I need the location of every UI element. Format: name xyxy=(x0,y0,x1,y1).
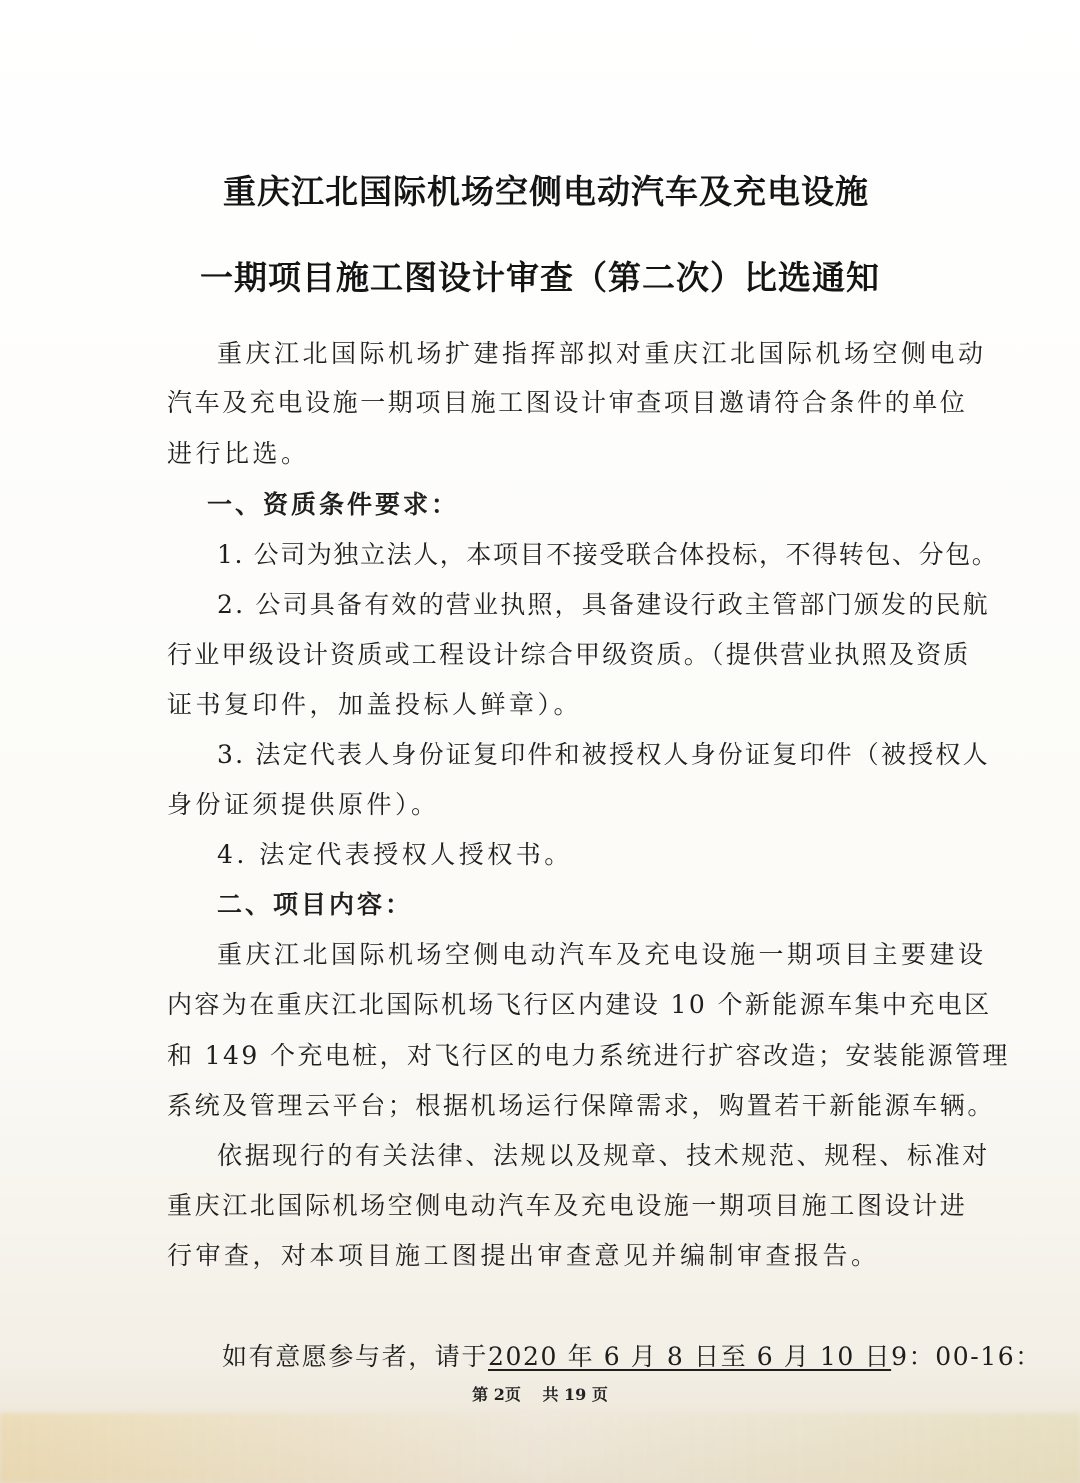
page-footer xyxy=(0,1382,1080,1405)
section-2-p2-line-1: 依据现行的有关法律、法规以及规章、技术规范、规程、标准对 xyxy=(217,1141,990,1170)
closing-prefix: 如有意愿参与者，请于 xyxy=(222,1342,489,1371)
section-2-p1-line-4: 系统及管理云平台；根据机场运行保障需求，购置若干新能源车辆。 xyxy=(167,1091,996,1120)
page-number: 第 2页 xyxy=(472,1385,521,1404)
intro-line-3: 进行比选。 xyxy=(167,439,310,468)
page-total: 共 19 页 xyxy=(542,1385,608,1404)
section-1-item-2-line-2: 行业甲级设计资质或工程设计综合甲级资质。（提供营业执照及资质 xyxy=(167,640,971,669)
section-1-item-3-line-2: 身份证须提供原件）。 xyxy=(167,790,440,819)
intro-line-1: 重庆江北国际机场扩建指挥部拟对重庆江北国际机场空侧电动 xyxy=(217,339,987,368)
section-1-item-2-line-3: 证书复印件，加盖投标人鲜章）。 xyxy=(167,690,583,719)
section-2-p1-line-2: 内容为在重庆江北国际机场飞行区内建设 10 个新能源车集中充电区 xyxy=(167,990,992,1019)
section-1-item-2-line-1: 2. 公司具备有效的营业执照，具备建设行政主管部门颁发的民航 xyxy=(217,590,990,619)
section-2-p2-line-2: 重庆江北国际机场空侧电动汽车及充电设施一期项目施工图设计进 xyxy=(167,1191,968,1220)
section-2-p2-line-3: 行审查，对本项目施工图提出审查意见并编制审查报告。 xyxy=(167,1241,880,1270)
closing-line xyxy=(222,1342,1042,1372)
title-line-2: 一期项目施工图设计审查（第二次）比选通知 xyxy=(200,258,880,297)
section-1-item-3-line-1: 3. 法定代表人身份证复印件和被授权人身份证复印件（被授权人 xyxy=(217,740,990,769)
section-1-item-1: 1. 公司为独立法人，本项目不接受联合体投标，不得转包、分包。 xyxy=(217,540,999,569)
closing-dates: 2020 年 6 月 8 日至 6 月 10 日 xyxy=(488,1342,892,1371)
section-1-heading: 一、资质条件要求： xyxy=(207,490,460,519)
closing-suffix: 9：00-16： xyxy=(891,1342,1042,1371)
intro-line-2: 汽车及充电设施一期项目施工图设计审查项目邀请符合条件的单位 xyxy=(167,388,968,417)
section-2-heading: 二、项目内容： xyxy=(217,890,414,919)
section-1-item-4: 4. 法定代表授权人授权书。 xyxy=(217,840,573,869)
section-2-p1-line-1: 重庆江北国际机场空侧电动汽车及充电设施一期项目主要建设 xyxy=(217,940,987,969)
title-line-1: 重庆江北国际机场空侧电动汽车及充电设施 xyxy=(223,172,869,211)
section-2-p1-line-3: 和 149 个充电桩，对飞行区的电力系统进行扩容改造；安装能源管理 xyxy=(167,1041,1010,1070)
